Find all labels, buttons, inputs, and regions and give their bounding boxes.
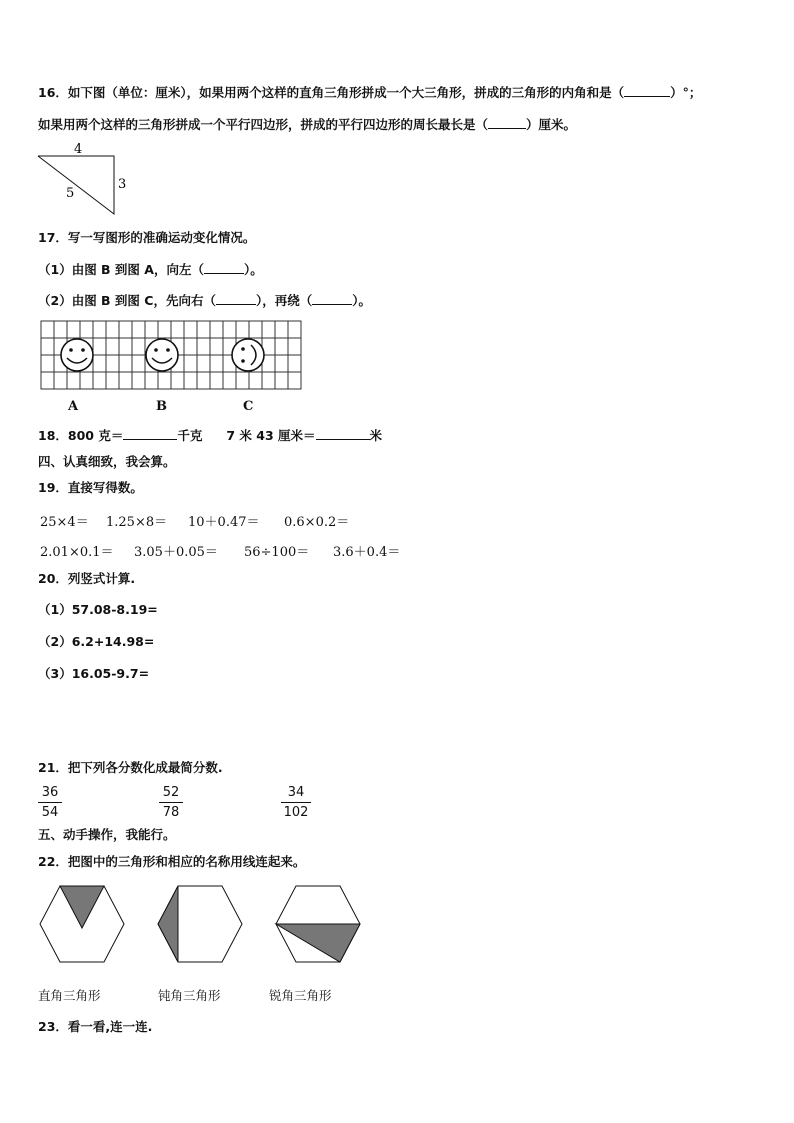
q23-title: 23．看一看,连一连.: [38, 1019, 153, 1034]
q16-line2-text: 如果用两个这样的三角形拼成一个平行四边形，拼成的平行四边形的周长最长是（: [38, 117, 489, 132]
q17-part2: [38, 292, 371, 309]
q20-item-2: （2）6.2+14.98=: [38, 634, 155, 649]
hexagon-acute-triangle: [274, 884, 362, 964]
fraction-1-bar: [38, 802, 62, 803]
face-grid-figure: [40, 320, 304, 392]
q18-text-a: 18．800 克＝: [38, 428, 124, 443]
q19-r2-c4: 3.6＋0.4＝: [333, 545, 401, 560]
q18-text-c: 7 米 43 厘米＝: [226, 428, 316, 443]
q18-blank-kg[interactable]: [123, 427, 177, 440]
q19-r2-c2: 3.05＋0.05＝: [134, 545, 218, 560]
q17-part1: [38, 261, 263, 278]
q19-r1-c3: 10＋0.47＝: [188, 515, 260, 530]
right-triangle-shape: [38, 156, 114, 214]
fraction-3: [281, 785, 311, 820]
figure-label-c: C: [243, 399, 254, 414]
smiley-face-a: [61, 339, 93, 371]
figure-label-b: B: [156, 399, 167, 414]
q21-title: 21．把下列各分数化成最简分数.: [38, 760, 223, 775]
figure-label-a: A: [68, 399, 79, 414]
label-right-triangle: 直角三角形: [38, 988, 101, 1003]
q20-title: 20．列竖式计算.: [38, 571, 136, 586]
q17-blank-right[interactable]: [216, 292, 256, 305]
q19-r2-c1: 2.01×0.1＝: [40, 545, 114, 560]
q17-part2-mid: ），再绕（: [255, 293, 313, 308]
hexagon-right-triangle: [38, 884, 126, 964]
q18-line: [38, 427, 382, 444]
q20-item-3: （3）16.05-9.7=: [38, 666, 150, 681]
side-label-hypotenuse: 5: [66, 186, 75, 201]
fraction-1: [38, 785, 62, 820]
q16-line1-text: 16．如下图（单位：厘米），如果用两个这样的直角三角形拼成一个大三角形，拼成的三角形的内角和是（: [38, 85, 625, 100]
q16-line2: [38, 116, 576, 133]
q17-part1-end: ）。: [243, 262, 263, 277]
side-label-right: 3: [118, 177, 127, 192]
q22-title: 22．把图中的三角形和相应的名称用线连起来。: [38, 854, 306, 869]
q16-line1: [38, 84, 701, 101]
fraction-2-bar: [159, 802, 183, 803]
q18-text-b: 千克: [177, 428, 203, 443]
label-acute-triangle: 锐角三角形: [269, 988, 332, 1003]
q18-text-d: 米: [369, 428, 383, 443]
hexagon-obtuse-triangle: [156, 884, 244, 964]
shaded-triangle-2: [158, 886, 178, 962]
fraction-1-numerator: 36: [41, 785, 59, 800]
fraction-2: [159, 785, 183, 820]
section-4-heading: 四、认真细致，我会算。: [38, 454, 176, 469]
q17-part2-text: （2）由图 B 到图 C，先向右（: [38, 293, 216, 308]
fraction-1-denominator: 54: [41, 805, 59, 820]
fraction-3-bar: [281, 802, 311, 803]
label-obtuse-triangle: 钝角三角形: [158, 988, 221, 1003]
section-5-heading: 五、动手操作，我能行。: [38, 827, 176, 842]
q16-line2-end: ）厘米。: [526, 117, 577, 132]
side-label-top: 4: [74, 142, 83, 157]
q17-part1-text: （1）由图 B 到图 A，向左（: [38, 262, 204, 277]
q19-r1-c2: 1.25×8＝: [106, 515, 168, 530]
q19-r2-c3: 56÷100＝: [244, 545, 310, 560]
right-triangle-figure: [36, 142, 136, 220]
fraction-3-denominator: 102: [283, 805, 309, 820]
q17-blank-rotate[interactable]: [312, 292, 352, 305]
q19-r1-c4: 0.6×0.2＝: [284, 515, 350, 530]
q20-item-1: （1）57.08-8.19=: [38, 602, 158, 617]
smiley-face-b: [146, 339, 178, 371]
q16-blank-perimeter[interactable]: [488, 116, 526, 129]
fraction-2-denominator: 78: [162, 805, 180, 820]
q19-r1-c1: 25×4＝: [40, 515, 89, 530]
q19-title: 19．直接写得数。: [38, 480, 143, 495]
q17-title: 17．写一写图形的准确运动变化情况。: [38, 230, 256, 245]
q16-blank-angle[interactable]: [624, 84, 670, 97]
fraction-3-numerator: 34: [287, 785, 305, 800]
q17-blank-left[interactable]: [204, 261, 244, 274]
fraction-2-numerator: 52: [162, 785, 180, 800]
q17-part2-end: ）。: [352, 293, 371, 308]
q18-blank-m[interactable]: [316, 427, 370, 440]
q16-line1-end: ）°；: [670, 85, 702, 100]
smiley-face-c-rotated: [232, 339, 264, 371]
